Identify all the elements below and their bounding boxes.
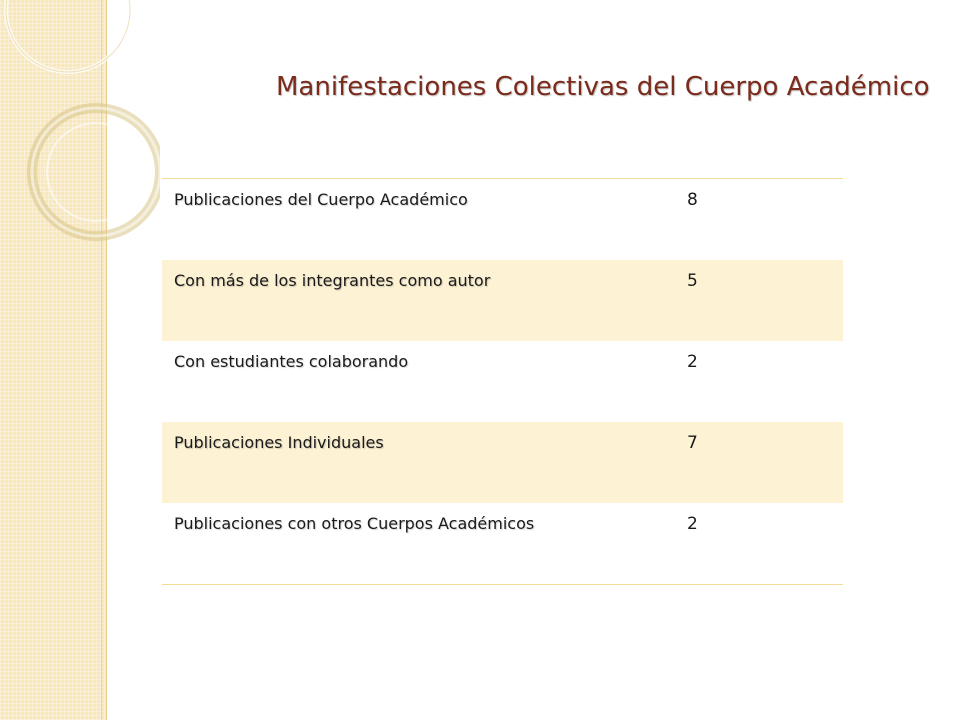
publications-table	[162, 178, 843, 585]
slide-title: Manifestaciones Colectivas del Cuerpo Académico	[276, 72, 930, 102]
row-value: 2	[687, 352, 698, 372]
table-row	[162, 179, 843, 261]
row-label: Publicaciones del Cuerpo Académico	[174, 190, 468, 209]
decorative-rings-icon	[0, 0, 160, 260]
row-label: Con estudiantes colaborando	[174, 352, 409, 371]
row-label: Publicaciones con otros Cuerpos Académicos	[174, 514, 535, 533]
row-label: Publicaciones Individuales	[162, 422, 682, 503]
table-row	[162, 341, 843, 422]
table-row	[162, 422, 843, 503]
row-value: 8	[687, 190, 698, 210]
table-row	[162, 260, 843, 341]
row-value: 7	[682, 422, 843, 503]
row-label: Con más de los integrantes como autor	[162, 260, 682, 341]
row-value: 2	[687, 514, 698, 534]
table-row	[162, 503, 843, 585]
row-value: 5	[682, 260, 843, 341]
